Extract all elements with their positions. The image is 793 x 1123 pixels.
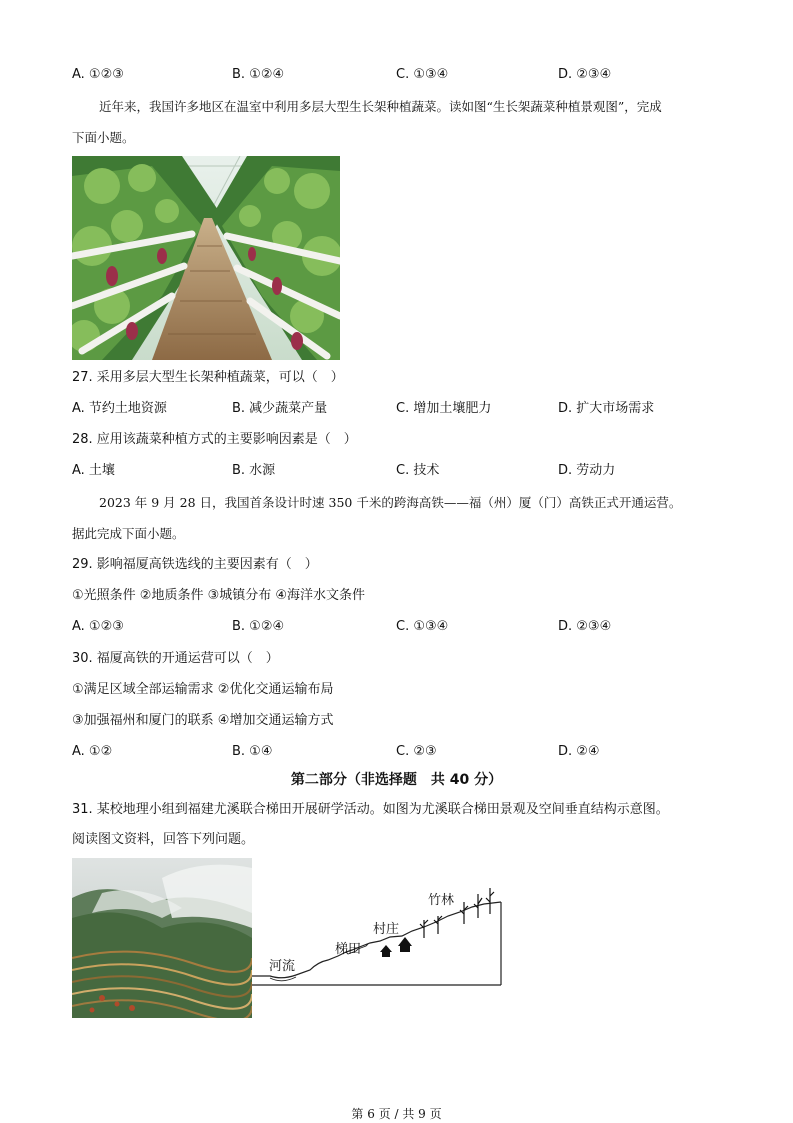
intro2-line2: 据此完成下面小题。 <box>72 526 185 541</box>
q30-option-d: D. ②④ <box>558 744 600 759</box>
diagram-label-village: 村庄 <box>373 922 400 937</box>
q29-option-b: B. ①②④ <box>232 619 285 634</box>
q31-line2: 阅读图文资料，回答下列问题。 <box>72 832 255 847</box>
q31-line1: 31. 某校地理小组到福建尤溪联合梯田开展研学活动。如图为尤溪联合梯田景观及空间垂直结构示意图。 <box>72 802 669 817</box>
q26-option-a: A. ①②③ <box>72 67 124 82</box>
q30-option-c: C. ②③ <box>396 744 437 759</box>
q27-option-d: D. 扩大市场需求 <box>558 401 655 416</box>
intro1-line1: 近年来，我国许多地区在温室中利用多层大型生长架种植蔬菜。读如图“生长架蔬菜种植景观图”，完成 <box>99 99 662 114</box>
q28-option-b: B. 水源 <box>232 463 276 478</box>
intro2-line1: 2023 年 9 月 28 日，我国首条设计时速 350 千米的跨海高铁——福（州）厦（门）高铁正式开通运营。 <box>99 495 682 510</box>
part2-heading: 第二部分（非选择题 共 40 分） <box>290 772 503 788</box>
q26-option-b: B. ①②④ <box>232 67 285 82</box>
q27-option-a: A. 节约土地资源 <box>72 401 167 416</box>
q30-choices-line1: ①满足区域全部运输需求 ②优化交通运输布局 <box>72 682 334 697</box>
q28-option-d: D. 劳动力 <box>558 463 616 478</box>
q27-stem: 27. 采用多层大型生长架种植蔬菜，可以（ ） <box>72 370 344 385</box>
page-footer: 第 6 页 / 共 9 页 <box>351 1107 442 1121</box>
terrace-structure-diagram <box>252 880 504 990</box>
diagram-label-terrace: 梯田 <box>335 942 362 957</box>
diagram-label-river: 河流 <box>269 959 296 974</box>
q30-choices-line2: ③加强福州和厦门的联系 ④增加交通运输方式 <box>72 713 334 728</box>
q30-option-b: B. ①④ <box>232 744 273 759</box>
greenhouse-photo <box>72 156 340 360</box>
q26-option-d: D. ②③④ <box>558 67 612 82</box>
terrace-photo-graphic <box>72 858 252 1018</box>
greenhouse-photo-graphic <box>72 156 340 360</box>
q27-option-b: B. 减少蔬菜产量 <box>232 401 328 416</box>
q29-option-d: D. ②③④ <box>558 619 612 634</box>
q28-option-c: C. 技术 <box>396 463 440 478</box>
q29-option-a: A. ①②③ <box>72 619 124 634</box>
q29-option-c: C. ①③④ <box>396 619 449 634</box>
q30-option-a: A. ①② <box>72 744 113 759</box>
q30-stem: 30. 福厦高铁的开通运营可以（ ） <box>72 651 279 666</box>
q29-choices: ①光照条件 ②地质条件 ③城镇分布 ④海洋水文条件 <box>72 588 366 603</box>
q27-option-c: C. 增加土壤肥力 <box>396 401 492 416</box>
q28-option-a: A. 土壤 <box>72 463 115 478</box>
q26-option-c: C. ①③④ <box>396 67 449 82</box>
intro1-line2: 下面小题。 <box>72 130 135 145</box>
diagram-label-bamboo: 竹林 <box>428 893 455 908</box>
terrace-photo <box>72 858 252 1018</box>
q28-stem: 28. 应用该蔬菜种植方式的主要影响因素是（ ） <box>72 432 357 447</box>
q29-stem: 29. 影响福厦高铁选线的主要因素有（ ） <box>72 557 318 572</box>
